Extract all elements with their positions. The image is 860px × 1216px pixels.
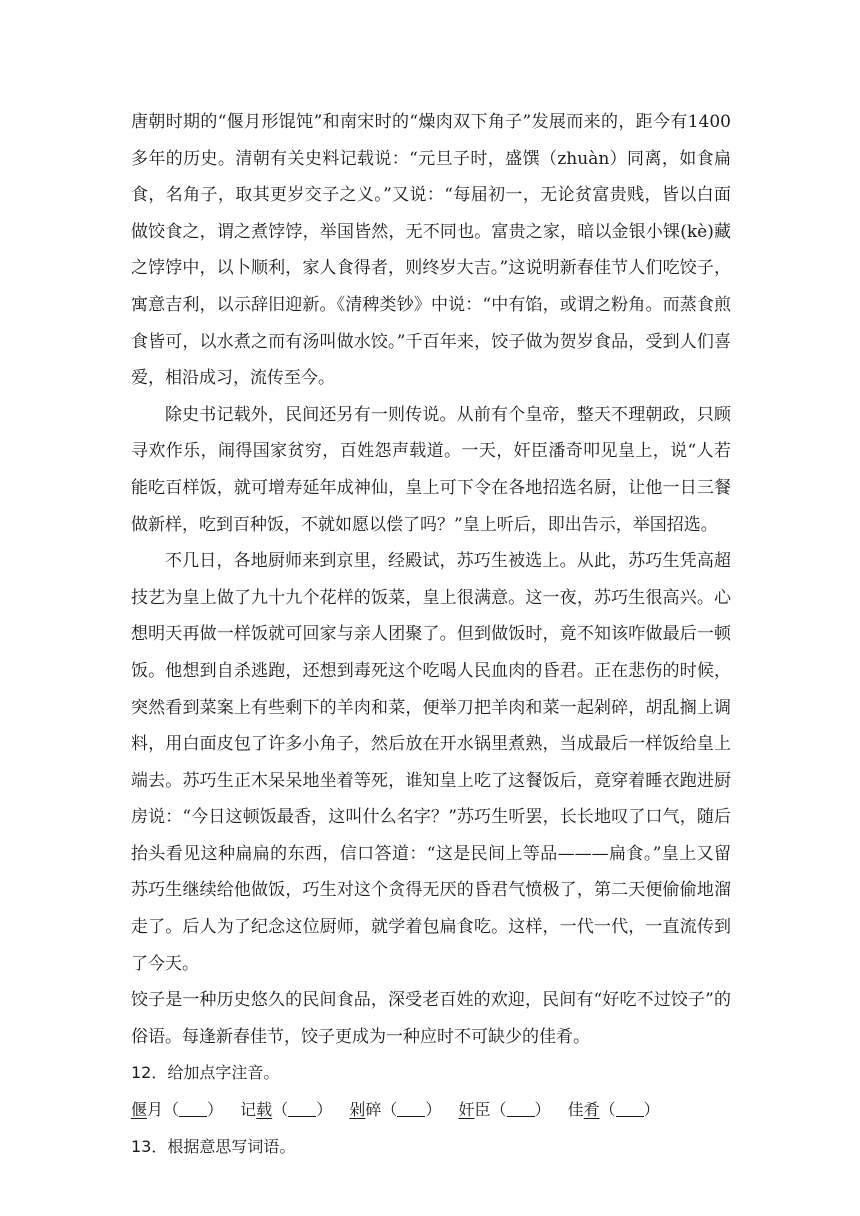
answer-blank[interactable]	[288, 1100, 316, 1117]
pinyin-item-2	[240, 1092, 332, 1129]
page-content	[131, 104, 731, 1165]
question-12-items	[131, 1092, 731, 1129]
answer-blank[interactable]	[179, 1100, 207, 1117]
close-paren: ）	[425, 1100, 442, 1120]
open-paren: （	[272, 1100, 289, 1120]
pinyin-item-5	[568, 1092, 660, 1129]
close-paren: ）	[316, 1100, 333, 1120]
item-text: 碎	[365, 1100, 382, 1120]
pinyin-item-3	[349, 1092, 441, 1129]
question-12-title: 12．给加点字注音。	[131, 1063, 280, 1083]
question-13-title: 13．根据意思写词语。	[131, 1136, 296, 1156]
dotted-char: 偃	[131, 1100, 148, 1120]
close-paren: ）	[643, 1100, 660, 1120]
dotted-char: 剁	[349, 1100, 366, 1120]
dotted-char: 奸	[458, 1100, 475, 1120]
dotted-char: 载	[256, 1100, 273, 1120]
pinyin-item-1	[131, 1092, 223, 1129]
item-text: 记	[240, 1100, 257, 1120]
close-paren: ）	[534, 1100, 551, 1120]
answer-blank[interactable]	[397, 1100, 425, 1117]
item-text: 臣	[474, 1100, 491, 1120]
open-paren: （	[163, 1100, 180, 1120]
passage-paragraph-2: 除史书记载外，民间还另有一则传说。从前有个皇帝，整天不理朝政，只顾寻欢作乐，闹得国家贫穷，百姓怨声载道。一天，奸臣潘奇叩见皇上，说“人若能吃百样饭，就可增寿延年成神仙，皇上可下令在各地招选名厨，让他一日三餐做新样，吃到百种饭，不就如愿以偿了吗？”皇上听后，即出告示，举国招选。	[131, 404, 731, 535]
passage-paragraph-4: 饺子是一种历史悠久的民间食品，深受老百姓的欢迎，民间有“好吃不过饺子”的俗语。每逢新春佳节，饺子更成为一种应时不可缺少的佳肴。	[131, 990, 731, 1047]
dotted-char: 肴	[583, 1100, 600, 1120]
open-paren: （	[599, 1100, 616, 1120]
passage-paragraph-1: 唐朝时期的“偃月形馄饨”和南宋时的“燥肉双下角子”发展而来的，距今有1400多年的历史。清朝有关史料记载说：“元旦子时，盛馔（zhuàn）同离，如食扁食，名角子，取其更岁交子之义。”又说：“每届初一，无论贫富贵贱，皆以白面做饺食之，谓之煮饽饽，举国皆然，无不同也。富贵之家，暗以金银小锞(kè)藏之饽饽中，以卜顺利，家人食得者，则终岁大吉。”这说明新春佳节人们吃饺子，寓意吉利，以示辞旧迎新。《清稗类钞》中说：“中有馅，或谓之粉角。而蒸食煎食皆可，以水煮之而有汤叫做水饺。”千百年来，饺子做为贺岁食品，受到人们喜爱，相沿成习，流传至今。	[131, 112, 731, 389]
item-text: 月	[147, 1100, 164, 1120]
close-paren: ）	[207, 1100, 224, 1120]
passage-paragraph-3: 不几日，各地厨师来到京里，经殿试，苏巧生被选上。从此，苏巧生凭高超技艺为皇上做了九十九个花样的饭菜，皇上很满意。这一夜，苏巧生很高兴。心想明天再做一样饭就可回家与亲人团聚了。但到做饭时，竟不知该咋做最后一顿饭。他想到自杀逃跑，还想到毒死这个吃喝人民血肉的昏君。正在悲伤的时候，突然看到菜案上有些剩下的羊肉和菜，便举刀把羊肉和菜一起剁碎，胡乱搁上调料，用白面皮包了许多小角子，然后放在开水锅里煮熟，当成最后一样饭给皇上端去。苏巧生正木呆呆地坐着等死，谁知皇上吃了这餐饭后，竟穿着睡衣跑进厨房说：“今日这顿饭最香，这叫什么名字？”苏巧生听罢，长长地叹了口气，随后抬头看见这种扁扁的东西，信口答道：“这是民间上等品———扁食。”皇上又留苏巧生继续给他做饭，巧生对这个贪得无厌的昏君气愤极了，第二天便偷偷地溜走了。后人为了纪念这位厨师，就学着包扁食吃。这样，一代一代，一直流传到了今天。	[131, 551, 731, 974]
open-paren: （	[490, 1100, 507, 1120]
item-text: 佳	[567, 1100, 584, 1120]
answer-blank[interactable]	[507, 1100, 535, 1117]
pinyin-item-4	[458, 1092, 550, 1129]
answer-blank[interactable]	[616, 1100, 644, 1117]
open-paren: （	[381, 1100, 398, 1120]
